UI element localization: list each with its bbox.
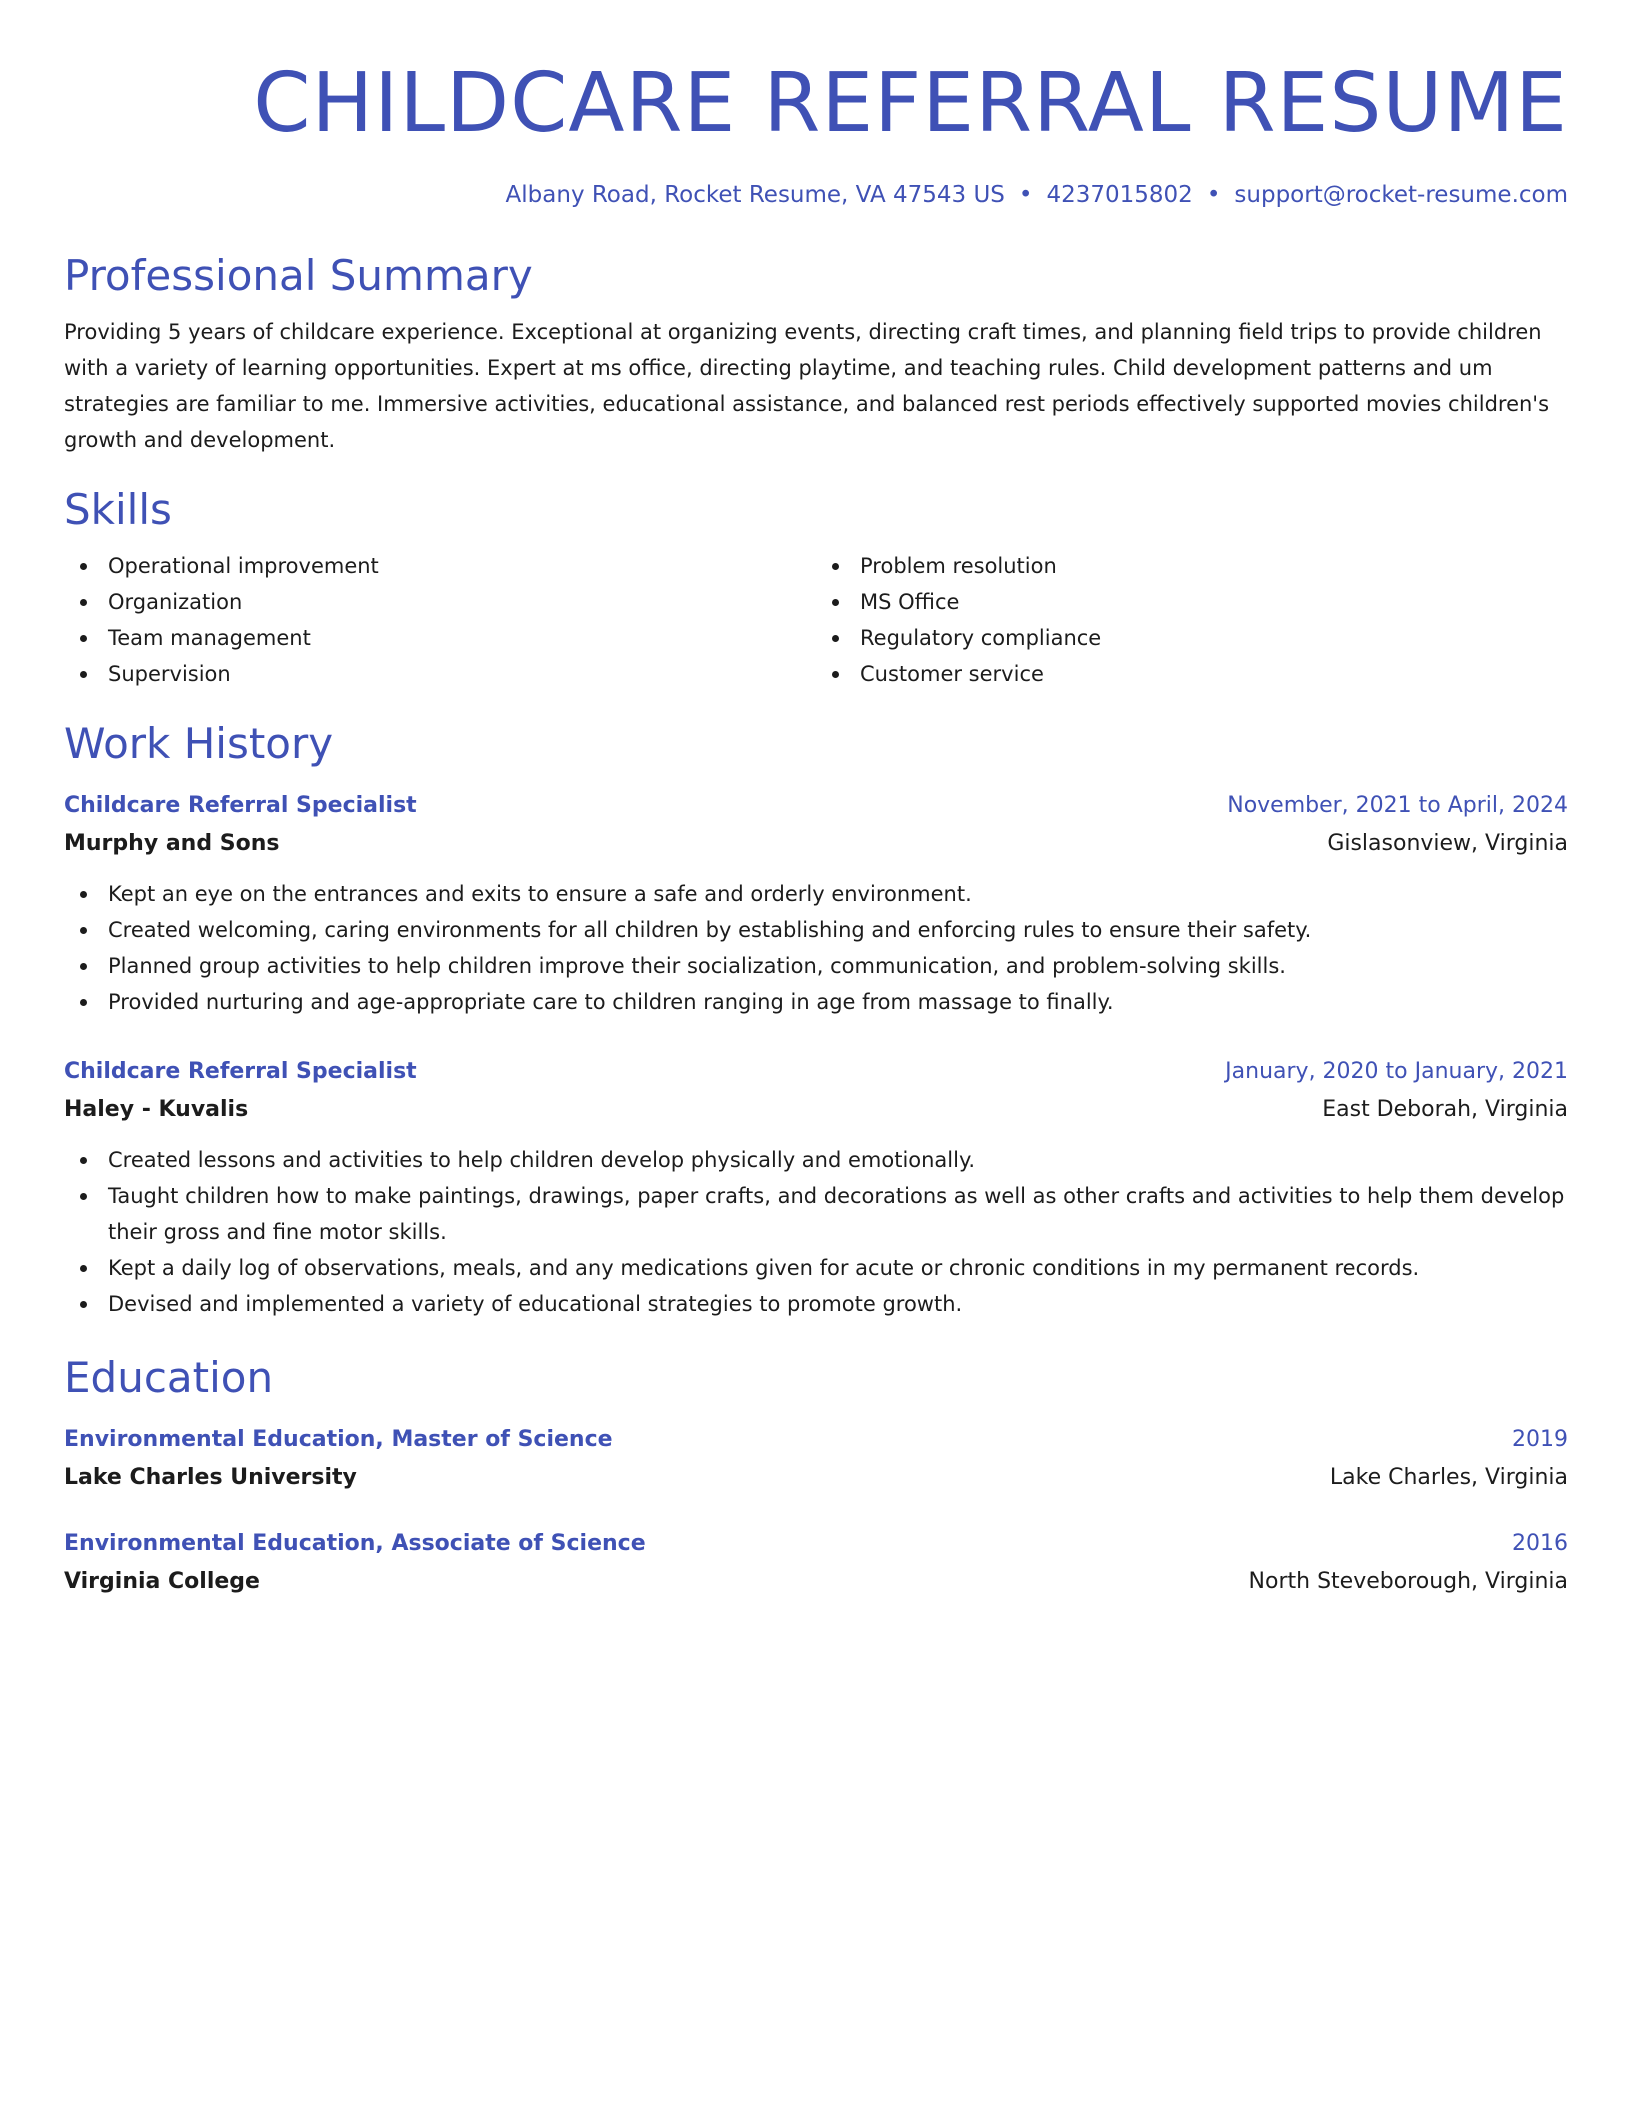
job-header-row [64,788,1568,824]
duty-text: Created welcoming, caring environments for all children by establishing and enforcing rules to ensure their safety. [108,918,1312,942]
bullet-dot [80,635,87,642]
bullet-dot [80,1193,87,1200]
contact-separator: • [1206,182,1221,208]
resume-header [64,56,1568,210]
job-employer: Haley - Kuvalis [64,1097,249,1122]
job-duty [64,1178,1568,1250]
contact-line [64,180,1568,210]
duty-text: Kept a daily log of observations, meals, and any medications given for acute or chronic conditions in my permanent records. [108,1256,1420,1280]
bullet-dot [80,1157,87,1164]
bullet-dot [80,563,87,570]
skill-item [816,584,1568,620]
job-location: Gislasonview, Virginia [1327,831,1568,856]
contact-email: support@rocket-resume.com [1234,182,1568,208]
bullet-dot [832,635,839,642]
job-duty [64,1250,1568,1286]
job-dates: January, 2020 to January, 2021 [1225,1059,1568,1084]
graduation-year: 2019 [1512,1427,1568,1452]
skill-item [64,548,816,584]
job-entry [64,1054,1568,1322]
bullet-dot [832,671,839,678]
duty-text: Created lessons and activities to help children develop physically and emotionally. [108,1148,976,1172]
work-history-heading: Work History [64,719,334,768]
education-header-row [64,1526,1568,1562]
skill-item [64,656,816,692]
duty-text: Planned group activities to help children improve their socialization, communication, and problem-solving skills. [108,954,1286,978]
bullet-dot [80,891,87,898]
education-entry [64,1526,1568,1602]
bullet-dot [832,563,839,570]
education-header-row [64,1422,1568,1458]
skill-item [816,620,1568,656]
skill-item [64,620,816,656]
bullet-dot [80,999,87,1006]
education-entry [64,1422,1568,1498]
contact-separator: • [1018,182,1033,208]
skill-label: Organization [108,590,243,614]
skills-section [64,484,1568,692]
job-duty [64,948,1568,984]
skill-label: Supervision [108,662,231,686]
job-header-row [64,1054,1568,1090]
resume-name: CHILDCARE REFERRAL RESUME [253,56,1568,151]
skills-left-column [64,548,816,692]
work-history-section [64,718,1568,1322]
job-title: Childcare Referral Specialist [64,1059,417,1084]
graduation-year: 2016 [1512,1531,1568,1556]
summary-section [64,250,1568,458]
bullet-dot [80,1301,87,1308]
contact-phone: 4237015802 [1046,182,1193,208]
job-duty [64,984,1568,1020]
school-name: Lake Charles University [64,1465,357,1490]
skill-label: Customer service [860,662,1044,686]
contact-address: Albany Road, Rocket Resume, VA 47543 US [505,182,1005,208]
bullet-dot [80,1265,87,1272]
job-duty [64,1286,1568,1322]
bullet-dot [80,671,87,678]
skill-label: Problem resolution [860,554,1057,578]
job-duty [64,912,1568,948]
job-duty [64,1142,1568,1178]
duty-text: Devised and implemented a variety of educational strategies to promote growth. [108,1292,963,1316]
job-employer-row [64,824,1568,864]
job-title: Childcare Referral Specialist [64,793,417,818]
skill-label: MS Office [860,590,960,614]
school-name: Virginia College [64,1569,260,1594]
education-heading: Education [64,1353,274,1402]
skill-item [64,584,816,620]
skill-label: Operational improvement [108,554,379,578]
job-entry [64,788,1568,1020]
job-duty [64,876,1568,912]
skill-label: Regulatory compliance [860,626,1102,650]
job-dates: November, 2021 to April, 2024 [1227,793,1568,818]
duty-text: Taught children how to make paintings, drawings, paper crafts, and decorations as well as other crafts and activities to help them develop their gross and fine motor skills. [108,1184,1565,1244]
skills-right-column [816,548,1568,692]
school-location: North Steveborough, Virginia [1248,1569,1568,1594]
education-school-row [64,1458,1568,1498]
duty-text: Provided nurturing and age-appropriate care to children ranging in age from massage to finally. [108,990,1114,1014]
bullet-dot [832,599,839,606]
job-employer: Murphy and Sons [64,831,280,856]
degree-title: Environmental Education, Master of Science [64,1427,613,1452]
job-location: East Deborah, Virginia [1322,1097,1568,1122]
bullet-dot [80,599,87,606]
skills-heading: Skills [64,485,172,534]
education-school-row [64,1562,1568,1602]
skill-item [816,548,1568,584]
skill-item [816,656,1568,692]
skill-label: Team management [108,626,311,650]
skills-grid [64,548,1568,692]
school-location: Lake Charles, Virginia [1329,1465,1568,1490]
job-duties [64,1142,1568,1322]
education-section [64,1352,1568,1602]
degree-title: Environmental Education, Associate of Science [64,1531,646,1556]
summary-text: Providing 5 years of childcare experience. Exceptional at organizing events, directing craft times, and planning field trips to provide children with a variety of learning opportunities. Expert at ms office, directing playtime, and teaching rules. Child development patterns and um strategies are familiar to me. Immersive activities, educational assistance, and balanced rest periods effectively supported movies children's growth and development. [64,320,1550,452]
summary-heading: Professional Summary [64,251,533,300]
bullet-dot [80,927,87,934]
duty-text: Kept an eye on the entrances and exits to ensure a safe and orderly environment. [108,882,972,906]
job-duties [64,876,1568,1020]
bullet-dot [80,963,87,970]
job-employer-row [64,1090,1568,1130]
